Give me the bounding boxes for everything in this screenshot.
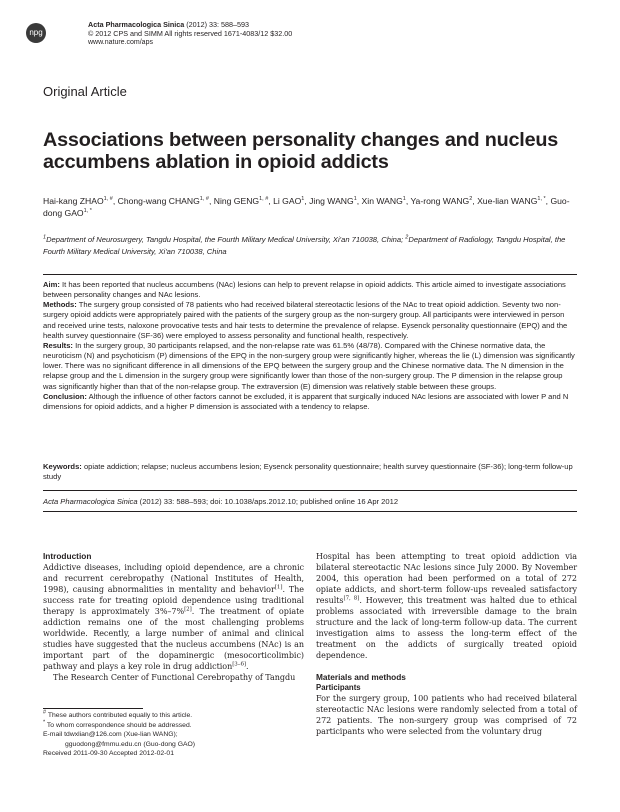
affiliation-2: Department of Radiology, Tangdu Hospital, the Fourth Military Medical University, Xi'an 710038, China: [43, 235, 566, 256]
corr-marker: *: [43, 719, 46, 726]
citation-journal: Acta Pharmacologica Sinica: [43, 497, 138, 506]
author-name: Jing WANG: [309, 196, 354, 206]
npg-logo: npg: [26, 23, 46, 43]
footnote-correspondence: [43, 721, 303, 731]
intro-p1-text-a: Addictive diseases, including opioid dependence, are a chronic and recurrent cerebropathy (National Institutes of Health, 1998), causing abnormalities in mentality and behavior: [43, 562, 304, 594]
abstract: [43, 280, 577, 412]
conclusion-label: Conclusion:: [43, 391, 87, 401]
introduction-paragraph-2-cont: [316, 551, 577, 661]
author-name: Hai-kang ZHAO: [43, 196, 104, 206]
participants-paragraph: For the surgery group, 100 patients who had received bilateral stereotactic NAc lesions were randomly selected from a total of 272 patients. The non-surgery group was comprised of 72 participants who were selected from the voluntary drug: [316, 693, 577, 737]
author-affiliation-marker: 1: [353, 196, 357, 203]
introduction-heading: Introduction: [43, 551, 92, 561]
participants-subheading: Participants: [316, 682, 361, 692]
author-name: Guo-dong GAO: [43, 196, 570, 219]
email-2[interactable]: gguodong@fmmu.edu.cn (Guo-dong GAO): [65, 740, 196, 748]
left-column: [43, 551, 304, 683]
journal-name: Acta Pharmacologica Sinica: [88, 20, 185, 29]
citation: [43, 497, 577, 507]
results-text: In the surgery group, 30 participants relapsed, and the non-relapse rate was 61.5% (48/78). Compared with the Chinese normative data, the neuroticism (N) and psychoticism (P) dimensions of the EPQ in the non-surgery group were significantly higher, whereas the lie (L) dimension was significantly lower. There was no significant difference in all dimensions of the EPQ between the surgery group and the Chinese normative data. The N dimension in the relapse group and the L dimension in the surgery group were significantly lower than those of the non-surgery group. The P dimension in the relapse group was significantly higher than that of the non-relapse group. The extraversion (E) dimension was relatively stable between these groups.: [43, 340, 575, 391]
abstract-top-rule: [43, 274, 577, 275]
author-affiliation-marker: 1: [402, 196, 406, 203]
footnote-equal-contribution: [43, 711, 303, 721]
intro-p1-text-d: .: [246, 661, 249, 671]
footnotes: [43, 711, 303, 759]
author-list: Hai-kang $ZHAO^{1, \#}$, Chong-wang $CHANG^{1, \#}$, Ning $GENG^{1, \#}$, Li GAO$^1$, Jing WANG$^1$, Xin WANG$^1$, Ya-rong WANG$^2$, Xue-lian $WANG^{1, *}$, Guo-dong $GAO^{1, *}$: [43, 196, 570, 219]
intro-p2-text-a: Hospital has been attempting to treat opioid addiction via bilateral stereotactic NAc lesions since July 2000. By November 2004, this operation had been performed on a total of 272 opiate addicts, and short-term follow-ups revealed satisfactory results: [316, 552, 577, 606]
methods-label: Methods:: [43, 300, 77, 310]
copyright-line: © 2012 CPS and SIMM All rights reserved 1671-4083/12 $32.00: [88, 29, 293, 39]
aim-label: Aim:: [43, 280, 60, 289]
author-affiliation-marker: 1, *: [537, 196, 546, 203]
corr-text: To whom correspondence should be addressed.: [45, 721, 192, 729]
affiliation-1-marker: 1: [43, 234, 47, 241]
affiliations: [43, 234, 578, 258]
journal-header: [88, 20, 508, 39]
methods-text: The surgery group consisted of 78 patients who had received bilateral stereotactic lesions of the NAc to treat opioid addiction. Seventy two non-surgery opioid addicts were appropriately paired with the patients of the surgery group as the non-surgery group. All participants were interviewed in person and received urine tests, naloxone provocative tests and hair tests to determine the prevalence of relapse. Eysenck personality questionnaire (EPQ) and the health survey questionnaire (SF-36) were employed to assess personality and functional health, respectively.: [43, 300, 568, 340]
citation-ref-1[interactable]: [1]: [274, 583, 283, 590]
citation-ref-2[interactable]: [2]: [184, 606, 192, 613]
author-name: Ning GENG: [213, 196, 260, 206]
intro-p1-text-b: . The success rate for treating opioid dependence using traditional therapy is approximately 3%–7%: [43, 584, 304, 616]
methods-heading: Materials and methods: [316, 672, 406, 683]
received-accepted-dates: Received 2011-09-30 Accepted 2012-02-01: [43, 750, 174, 758]
author-affiliation-marker: 1, #: [103, 196, 113, 203]
affiliation-2-marker: 2: [405, 234, 409, 241]
author-name: Ya-rong WANG: [410, 196, 470, 206]
abstract-results: [43, 341, 577, 392]
journal-line: [88, 20, 508, 29]
citation-top-rule: [43, 490, 577, 491]
introduction-paragraph-1: [43, 562, 304, 672]
journal-website-link[interactable]: www.nature.com/aps: [88, 38, 153, 46]
footnote-rule: [43, 708, 143, 709]
author-name: Chong-wang CHANG: [117, 196, 200, 206]
abstract-methods: [43, 300, 577, 341]
intro-p2-text-b: . However, this treatment was halted due to ethical problems associated with irreversible damage to the brain structure and the lack of long-term follow-up data. The current investigation aims to assess the long-term effect of the treatment on the addicts of surgically treated opioid dependence.: [316, 596, 577, 661]
introduction-paragraph-2-start: The Research Center of Functional Cerebropathy of Tangdu: [53, 672, 296, 682]
email-1[interactable]: E-mail tdwxlian@126.com (Xue-lian WANG);: [43, 731, 178, 739]
citation-details: (2012) 33: 588–593; doi: 10.1038/aps.2012.10; published online 16 Apr 2012: [137, 497, 399, 506]
citation-ref-3-6[interactable]: [3–6]: [232, 661, 246, 668]
author-name: Xin WANG: [361, 196, 403, 206]
abstract-conclusion: [43, 392, 577, 412]
journal-issue: (2012) 33: 588–593: [184, 20, 250, 29]
keywords: [43, 462, 577, 482]
author-affiliation-marker: 1, #: [199, 196, 209, 203]
equal-text: These authors contributed equally to this article.: [46, 712, 193, 719]
citation-bottom-rule: [43, 511, 577, 512]
author-affiliation-marker: 1, *: [83, 208, 92, 215]
author-affiliation-marker: 2: [469, 196, 473, 203]
equal-marker: #: [43, 709, 47, 716]
keywords-text: opiate addiction; relapse; nucleus accumbens lesion; Eysenck personality questionnaire; health survey questionnaire (SF-36); long-term follow-up study: [43, 462, 573, 482]
citation-ref-7-8[interactable]: [7, 8]: [343, 595, 360, 602]
abstract-aim: [43, 280, 577, 300]
article-title: Associations between personality changes and nucleus accumbens ablation in opioid addicts: [43, 129, 559, 173]
keywords-label: Keywords:: [43, 462, 82, 471]
article-type: Original Article: [43, 84, 127, 99]
author-affiliation-marker: 1, #: [259, 196, 269, 203]
author-affiliation-marker: 1: [301, 196, 305, 203]
aim-text: It has been reported that nucleus accumbens (NAc) lesions can help to prevent relapse in opioid addicts. This article aimed to investigate associations between personality changes and NAc lesions.: [43, 280, 566, 300]
author-name: Li GAO: [273, 196, 302, 206]
affiliation-1: Department of Neurosurgery, Tangdu Hospital, the Fourth Military Medical University, Xi'an 710038, China;: [46, 235, 406, 244]
intro-p1-text-c: . The treatment of opiate addiction remains one of the most challenging problems worldwide. Recently, a large number of animal and clinical studies have suggested that the nucleus accumbens (NAc) is an important part of the dopaminergic (mesocorticolimbic) pathway and plays a key role in drug addiction: [43, 606, 304, 671]
conclusion-text: Although the influence of other factors cannot be excluded, it is apparent that surgically induced NAc lesions are associated with lower P and N dimensions for opioid addicts, and a higher P dimension is associated with a tendency to relapse.: [43, 391, 569, 411]
right-column: [316, 551, 577, 737]
author-name: Xue-lian WANG: [477, 196, 538, 206]
results-label: Results:: [43, 340, 73, 350]
